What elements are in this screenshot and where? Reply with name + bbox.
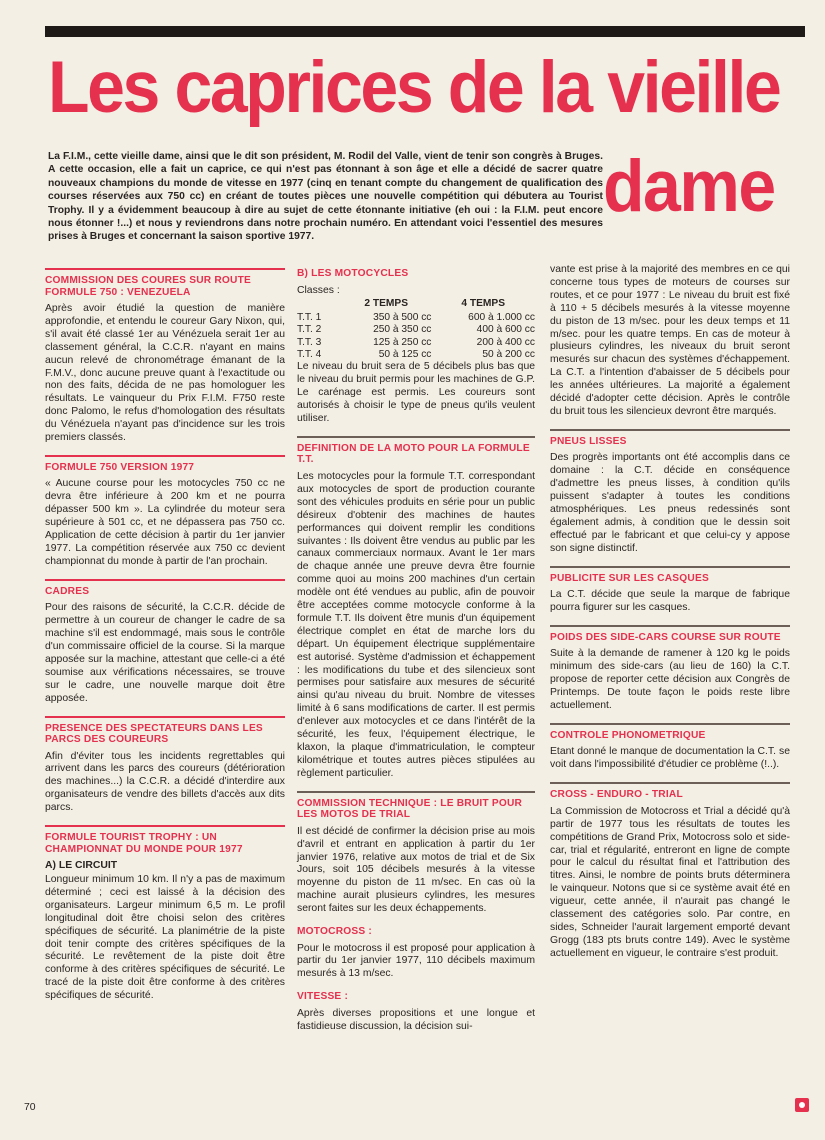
section-text: Après avoir étudié la question de manière approfondie, et entendu le coureur Gary Nixon, qui, s'il avait été classé 1er au Vénézuela serait 1er au classement général, la C.C.R. n'ayant en mains aucun relevé de chronométrage émanant de la F.M.V., donc aucune preuve quant à l'exactitude ou non des faits, décida de ne pas homologuer les résultats. Le vainqueur du Prix F.I.M. F750 reste donc Palomo, le refus d'homologation des résultats du Vénézuela n'ayant pas d'incidence sur les trois premiers classés. [45, 303, 285, 444]
table-row [297, 349, 535, 361]
table-cell: 600 à 1.000 cc [468, 311, 535, 323]
section-heading: CONTROLE PHONOMETRIQUE [550, 729, 706, 741]
table-header-cell: 4 TEMPS [461, 298, 505, 310]
column-right [550, 264, 790, 971]
section-rule [297, 791, 535, 793]
section-motocycles [297, 268, 535, 426]
section-vitesse [297, 991, 535, 1033]
table-row [297, 312, 535, 324]
section-heading: DEFINITION DE LA MOTO POUR LA FORMULE T.T. [297, 442, 530, 466]
section-rule [45, 716, 285, 718]
section-heading: POIDS DES SIDE-CARS COURSE SUR ROUTE [550, 631, 781, 643]
section-heading: COMMISSION DES COURES SUR ROUTE FORMULE 750 : VENEZUELA [45, 275, 252, 298]
page-title-continued: dame [603, 145, 775, 228]
top-bar [45, 26, 805, 37]
section-text: Il est décidé de confirmer la décision prise au mois d'avril et entrant en application à partir du 1er janvier 1976, relative aux motos de trial et de Six Jours, soit 105 décibels mesurés à la vitesse moyenne du piston de 11 m/sec. En cas où la machine aurait plusieurs cylindres, les mesures seront faites sur les deux échappements. [297, 825, 535, 915]
section-text: Des progrès importants ont été accomplis dans ce domaine : la C.T. décide en conséquence d'admettre les pneus lisses, à condition qu'ils puissent s'adapter à toutes les conditions atmosphériques. Les pneus redessinés sont également admis, à condition que le dessin soit effectué par le fabricant et que celui-cy y appose son signe distinctif. [550, 452, 790, 554]
section-heading: B) LES MOTOCYCLES [297, 268, 409, 279]
section-rule [550, 782, 790, 784]
table-cell: T.T. 2 [297, 324, 322, 336]
section-rule [550, 625, 790, 627]
section-pneus-lisses [550, 429, 790, 556]
section-motocross [297, 926, 535, 981]
table-row [297, 337, 535, 349]
section-rule [45, 268, 285, 270]
classes-table [297, 297, 535, 361]
section-rule [550, 723, 790, 725]
table-cell: T.T. 4 [297, 349, 322, 361]
section-cross-enduro-trial [550, 782, 790, 960]
section-text: La C.T. décide que seule la marque de fabrique pourra figurer sur les casques. [550, 589, 790, 614]
section-heading: PUBLICITE SUR LES CASQUES [550, 572, 709, 584]
section-text: Afin d'éviter tous les incidents regrettables qui arrivent dans les parcs des coureurs (détérioration des machines...) la C.C.R. a décidé d'interdire aux organisateurs de vendre des billets d'accès aux dits parcs. [45, 750, 285, 814]
column-left [45, 268, 285, 1013]
section-heading: PNEUS LISSES [550, 435, 627, 447]
section-rule [550, 429, 790, 431]
table-cell: 350 à 500 cc [373, 311, 432, 323]
table-cell: 125 à 250 cc [373, 336, 432, 348]
section-text: Suite à la demande de ramener à 120 kg le poids minimum des side-cars (au lieu de 160) la C.T. propose de reporter cette décision aux Congrès de Printemps. De toute façon le poids reste libre actuellement. [550, 648, 790, 712]
table-header-row [297, 297, 535, 311]
section-heading: FORMULE TOURIST TROPHY : UN CHAMPIONNAT DU MONDE POUR 1977 [45, 832, 243, 855]
section-tourist-trophy [45, 825, 285, 1003]
table-header-cell [297, 297, 341, 311]
section-text: Pour des raisons de sécurité, la C.C.R. décide de permettre à un coureur de changer le cadre de sa machine s'il est endommagé, mais sous le contrôle d'un commissaire officiel de la course. Si la marque apposée sur la machine, attestant que celle-ci a été soumise aux vérifications nécessaires, se trouve sur le cadre, une nouvelle marque doit être apposée. [45, 602, 285, 704]
section-text: La Commission de Motocross et Trial a décidé qu'à partir de 1977 tous les résultats de toutes les compétitions de Grand Prix, Motocross solo et side-car, trial et régularité, entreront en ligne de compte pour le calcul du résultat final et l'attribution des titres. Ainsi, le nombre de points bruts déterminera le vainqueur. Notons que si ce système avait été en vigueur, cette année, il n'aurait pas changé le classement des catégories solo. Par contre, en sides, Schneider l'aurait largement emporté devant Grogg (183 pts bruts contre 149). Avec le système actuellement en vigueur, le contraire s'est produit. [550, 805, 790, 959]
section-controle-phonometrique [550, 723, 790, 772]
section-text: Pour le motocross il est proposé pour application à partir du 1er janvier 1977, 110 décibels maximum mesurés à 13 m/sec. [297, 942, 535, 980]
section-rule [45, 825, 285, 827]
section-text: Etant donné le manque de documentation la C.T. se voit dans l'impossibilité d'étudier ce problème (!..). [550, 746, 790, 771]
section-cadres [45, 579, 285, 706]
section-text: « Aucune course pour les motocycles 750 cc ne devra être inférieure à 200 km et ne pourra dépasser 500 km ». La cylindrée du moteur sera supérieure à 501 cc, et ne dépassera pas 750 cc. Application de cette décision à partir du 1er janvier 1977. La compétition réservée aux 750 cc devient championnat du monde à partir de l'an prochain. [45, 478, 285, 567]
section-text: Après diverses propositions et une longue et fastidieuse discussion, la décision sui- [297, 1007, 535, 1032]
section-vitesse-continued [550, 264, 790, 419]
section-rule [45, 455, 285, 457]
table-cell: 50 à 200 cc [482, 349, 535, 361]
section-rule [550, 566, 790, 568]
section-formule-750-venezuela [45, 268, 285, 445]
section-subheading: A) LE CIRCUIT [45, 860, 118, 872]
section-heading: FORMULE 750 VERSION 1977 [45, 461, 195, 473]
section-rule [297, 436, 535, 438]
section-heading: PRESENCE DES SPECTATEURS DANS LES PARCS DES COUREURS [45, 722, 263, 746]
section-formule-750-1977 [45, 455, 285, 569]
page-title: Les caprices de la vieille [48, 46, 780, 129]
section-heading: MOTOCROSS : [297, 926, 373, 938]
section-side-cars [550, 625, 790, 713]
section-heading: COMMISSION TECHNIQUE : LE BRUIT POUR LES MOTOS DE TRIAL [297, 797, 523, 821]
intro-paragraph: La F.I.M., cette vieille dame, ainsi que le dit son président, M. Rodil del Valle, vient de tenir son congrès à Bruges. A cette occasion, elle a fait un caprice, ce qui n'est pas étonnant à son âge et elle a décidé de sacrer quatre nouveaux champions du monde de vitesse en 1977 (cinq en tenant compte du changement de qualification des courses réservées aux 750 cc) en créant de toutes pièces une nouvelle compétition qui débutera au Tourist Trophy. Il y a évidemment beaucoup à dire au sujet de cette étonnante initiative (eh oui : la F.I.M. peut encore nous étonner !...) et nous y reviendrons dans notre prochain numéro. En attendant voici l'essentiel des mesures prises à Bruges et concernant la saison sportive 1977. [48, 151, 603, 243]
table-cell: 50 à 125 cc [378, 349, 432, 361]
section-text: Longueur minimum 10 km. Il n'y a pas de maximum déterminé ; ceci est laissé à la décision des organisateurs. Largeur minimum 6,5 m. Le profil longitudinal doit être choisi selon des critères spécifiques de sécurité. La planimétrie de la piste doit tenir compte des critères spécifiques de la sécurité. Le revêtement de la piste doit être conforme à des critères spécifiques de sécurité. Le tracé de la piste doit être conforme à des critères spécifiques de sécurité. [45, 874, 285, 1002]
section-spectateurs [45, 716, 285, 816]
section-commission-technique [297, 791, 535, 916]
section-heading: CROSS - ENDURO - TRIAL [550, 789, 683, 801]
table-cell: 250 à 350 cc [373, 324, 432, 336]
section-text: vante est prise à la majorité des membres en ce qui concerne tous types de moteurs de courses sur routes, et ce pour 1977 : Le niveau du bruit est fixé à 110 + 5 décibels mesurés à la vitesse moyenne du piston de 13 m/sec. pour les deux temps et 11 m/sec. pour les quatre temps. En cas de moteur à plusieurs cylindres, les niveaux du bruit seront mesurés sur chacun des systèmes d'échappement. La C.T. a l'intention d'abaisser de 5 décibels pour les années ultérieures. La majorité a également décidé d'adopter cette décision. Après le contrôle du bruit tous les silencieux devront être marqués. [550, 264, 790, 417]
classes-label: Classes : [297, 284, 340, 296]
table-cell: 400 à 600 cc [476, 324, 535, 336]
end-mark-icon [795, 1098, 809, 1112]
table-row [297, 324, 535, 336]
section-heading: CADRES [45, 585, 90, 597]
column-middle [297, 268, 535, 1044]
section-heading: VITESSE : [297, 991, 349, 1003]
section-definition-moto [297, 436, 535, 781]
page-number: 70 [24, 1102, 36, 1113]
table-cell: T.T. 3 [297, 336, 322, 348]
section-publicite-casques [550, 566, 790, 615]
table-header-cell: 2 TEMPS [364, 298, 408, 310]
table-cell: T.T. 1 [297, 311, 322, 323]
table-cell: 200 à 400 cc [476, 336, 535, 348]
section-text: Le niveau du bruit sera de 5 décibels plus bas que le niveau du bruit permis pour les machines de G.P. Le carénage est permis. Les coureurs sont autorisés à choisir le type de pneus qu'ils veulent utiliser. [297, 361, 535, 425]
section-text: Les motocycles pour la formule T.T. correspondant aux motocycles de sport de production courante sont des véhicules produits en série pour un public désireux d'obtenir des machines de hautes performances qui doivent remplir les conditions suivantes : Ils doivent être vendus au public par les canaux commerciaux normaux. Avant le 1er mars de chaque année une preuve devra être fournie comme quoi au moins 200 machines d'un certain modèle ont été vendues au public, afin de pouvoir être acceptées comme motocycle conforme à la formule T.T. Ils doivent être munis d'un équipement électrique complet en état de marche lors du départ. Un équipement électrique supplémentaire est autorisé. Système d'admission et échappement : les modifications du tube et des silencieux sont permises pour satisfaire aux mesures de sécurité ainsi qu'au niveau du bruit. Nombre de vitesses limité à 6 sans modifications de carter. Il est permis d'enlever aux motocycles et ce dans l'intérêt de la sécurité, les feux, l'équipement électrique, le klaxon, la plaque d'immatriculation, le compteur kilométrique et toutes autres pièces stipulées au règlement particulier. [297, 470, 535, 779]
section-rule [45, 579, 285, 581]
